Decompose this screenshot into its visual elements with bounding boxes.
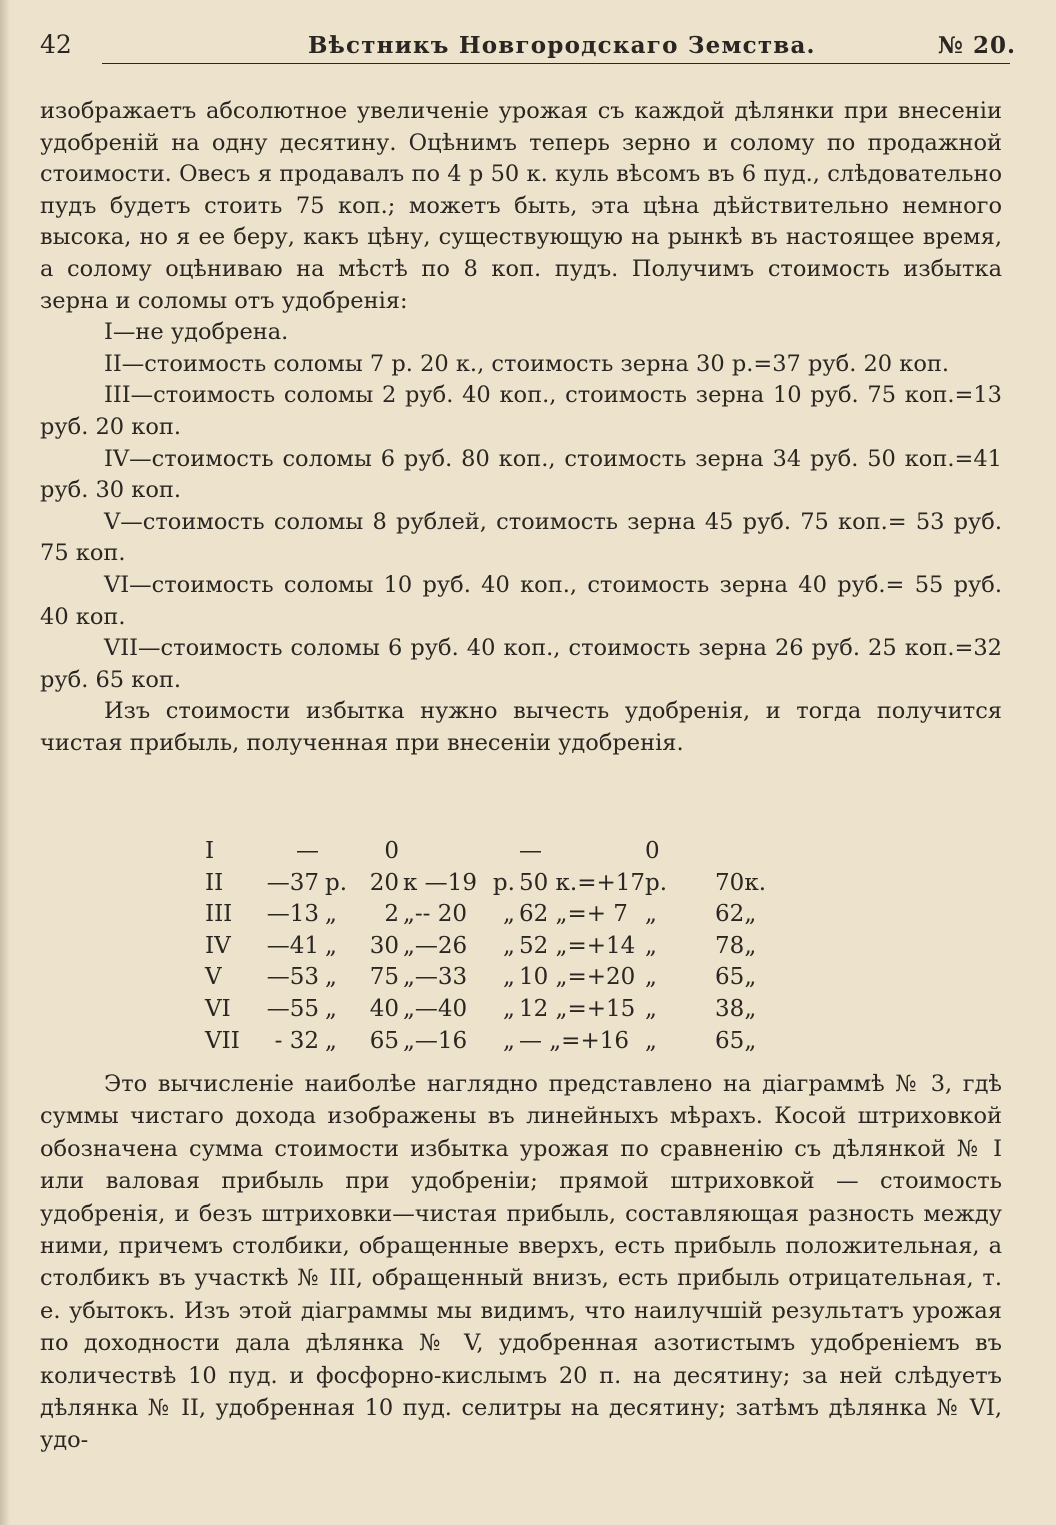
table-cell: „	[744, 932, 757, 959]
table-cell	[477, 836, 519, 868]
table-cell: 62	[715, 901, 745, 928]
header-rule	[102, 63, 1010, 64]
table-cell: „-- 20	[403, 901, 468, 928]
table-cell: 65	[715, 1027, 745, 1054]
table-cell: - 32	[274, 1027, 319, 1054]
table-cell: —41	[266, 932, 319, 959]
table-cell: —13	[266, 901, 319, 928]
item-plot-5: V—стоимость соломы 8 рублей, стоимость зерна 45 руб. 75 коп.= 53 руб. 75 коп.	[40, 508, 1002, 567]
table-cell	[768, 994, 804, 1026]
table-cell: „	[503, 901, 515, 928]
table-cell: к —19	[403, 869, 477, 896]
table-cell: 50 к.=+17	[518, 869, 646, 896]
table-cell: „	[503, 1027, 515, 1054]
table-cell: „	[503, 995, 515, 1022]
table-cell: VI	[205, 995, 231, 1022]
table-cell: „	[503, 964, 515, 991]
item-plot-2: II—стоимость соломы 7 р. 20 к., стоимость зерна 30 р.=37 руб. 20 коп.	[104, 350, 950, 377]
table-row	[205, 1026, 804, 1058]
table-cell: „	[645, 932, 657, 959]
table-cell	[715, 836, 744, 868]
table-cell: IV	[205, 932, 231, 959]
page-edge-shadow	[0, 0, 10, 1525]
table-cell: 75	[369, 964, 399, 991]
table-cell: к.	[744, 869, 766, 896]
table-row	[205, 868, 804, 900]
table-cell: 40	[369, 995, 399, 1022]
item-plot-6: VI—стоимость соломы 10 руб. 40 коп., стоимость зерна 40 руб.= 55 руб. 40 коп.	[40, 571, 1002, 630]
table-cell: 38	[715, 995, 745, 1022]
table-cell: 65	[369, 1027, 399, 1054]
table-cell	[744, 836, 768, 868]
body-text-bottom	[40, 1068, 1002, 1457]
table-cell: „	[325, 1027, 337, 1054]
running-header	[40, 26, 1016, 66]
item-plot-4: IV—стоимость соломы 6 руб. 80 коп., стоимость зерна 34 руб. 50 коп.=41 руб. 30 коп.	[40, 445, 1002, 504]
table-cell: III	[205, 901, 233, 928]
table-cell: „	[325, 901, 337, 928]
table-cell: „—16	[403, 1027, 468, 1054]
table-row	[205, 962, 804, 994]
table-cell: „	[645, 964, 657, 991]
table-cell: —55	[266, 995, 319, 1022]
table-cell: р.	[325, 869, 348, 896]
table-cell: —53	[266, 964, 319, 991]
table-cell: „	[503, 932, 515, 959]
table-cell	[768, 1026, 804, 1058]
table-cell: „	[744, 964, 757, 991]
item-plot-7: VII—стоимость соломы 6 руб. 40 коп., стоимость зерна 26 руб. 25 коп.=32 руб. 65 коп.	[40, 635, 1002, 693]
table-cell: 78	[715, 932, 745, 959]
table-cell: —	[518, 838, 542, 864]
issue-number: № 20.	[937, 32, 1016, 59]
table-cell: „	[645, 901, 657, 928]
table-cell: „—33	[403, 964, 468, 991]
table-cell: 70	[715, 869, 745, 896]
net-profit-table	[205, 836, 804, 1057]
table-cell	[768, 836, 804, 868]
table-cell: 65	[715, 964, 745, 991]
item-plot-3: III—стоимость соломы 2 руб. 40 коп., стоимость зерна 10 руб. 75 коп.=13 руб. 20 коп.	[40, 382, 1002, 440]
table-row	[205, 836, 804, 868]
paragraph-diagram: Это вычисленіе наиболѣе наглядно представлено на діаграммѣ № 3, гдѣ суммы чистаго дохода изображены въ линейныхъ мѣрахъ. Косой штриховкой обозначена сумма стоимости избытка урожая по сравненію съ дѣлянкой № I или валовая прибыль при удобреніи; прямой штриховкой — стоимость удобренія, и безъ штриховки—чистая прибыль, составляющая разность между ними, причемъ столбики, обращенные вверхъ, есть прибыль положительная, а столбикъ въ участкѣ № III, обращенный внизъ, есть прибыль отрицательная, т. е. убытокъ. Изъ этой діаграммы мы видимъ, что наилучшій результатъ урожая по доходности дала дѣлянка № V, удобренная азотистымъ удобреніемъ въ количествѣ 10 пуд. и фосфорно-кислымъ 20 п. на десятину; за ней слѣдуетъ дѣлянка № II, удобренная 10 пуд. селитры на десятину; затѣмъ дѣлянка № VI, удо-	[40, 1071, 1002, 1454]
table-cell: „	[325, 995, 337, 1022]
table-cell: — „=+16	[518, 1027, 629, 1054]
item-plot-1: I—не удобрена.	[104, 319, 289, 346]
table-cell: „	[744, 901, 757, 928]
table-cell	[768, 868, 804, 900]
table-cell	[325, 836, 359, 868]
page-number: 42	[40, 30, 72, 59]
table-cell: 52 „=+14	[518, 932, 636, 959]
table-cell: „	[645, 995, 657, 1022]
table-cell: 10 „=+20	[518, 964, 636, 991]
table-cell: „	[744, 1027, 757, 1054]
paragraph-subtract: Изъ стоимости избытка нужно вычесть удобренія, и тогда получится чистая прибыль, полученная при внесеніи удобренія.	[40, 698, 1002, 756]
table-cell: I	[205, 838, 215, 864]
table-cell: VII	[205, 1027, 240, 1054]
table-cell	[768, 962, 804, 994]
table-cell: 30	[369, 932, 399, 959]
table-cell: „	[744, 995, 757, 1022]
table-cell: „	[325, 932, 337, 959]
table-cell: 0	[384, 838, 399, 864]
table-cell	[768, 899, 804, 931]
table-cell: р.	[645, 869, 668, 896]
table-cell: „—26	[403, 932, 468, 959]
journal-title: Вѣстникъ Новгородскаго Земства.	[308, 32, 816, 59]
table-cell: 0	[645, 838, 660, 864]
table-cell: „—40	[403, 995, 468, 1022]
table-cell: „	[645, 1027, 657, 1054]
table-cell: II	[205, 869, 224, 896]
table-cell: —37	[266, 869, 319, 896]
paragraph-intro: изображаетъ абсолютное увеличеніе урожая съ каждой дѣлянки при внесеніи удобреній на одну десятину. Оцѣнимъ теперь зерно и солому по продажной стоимости. Овесъ я продавалъ по 4 р 50 к. куль вѣсомъ въ 6 пуд., слѣдовательно пудъ будетъ стоить 75 коп.; можетъ быть, эта цѣна дѣйствительно немного высока, но я ее беру, какъ цѣну, существующую на рынкѣ въ настоящее время, а солому оцѣниваю на мѣстѣ по 8 коп. пудъ. Получимъ стоимость избытка зерна и соломы отъ удобренія:	[40, 98, 1002, 314]
table-cell: —	[296, 838, 319, 864]
table-cell: V	[205, 964, 222, 991]
table-cell: „	[325, 964, 337, 991]
table-row	[205, 931, 804, 963]
table-cell: 12 „=+15	[518, 995, 636, 1022]
table-cell: 20	[369, 869, 399, 896]
table-cell	[403, 836, 477, 868]
table-row	[205, 899, 804, 931]
table-cell: 2	[384, 901, 399, 928]
table-cell	[768, 931, 804, 963]
body-text-top	[40, 96, 1002, 759]
table-cell: 62 „=+ 7	[518, 901, 628, 928]
table-row	[205, 994, 804, 1026]
table-cell: р.	[492, 869, 515, 896]
